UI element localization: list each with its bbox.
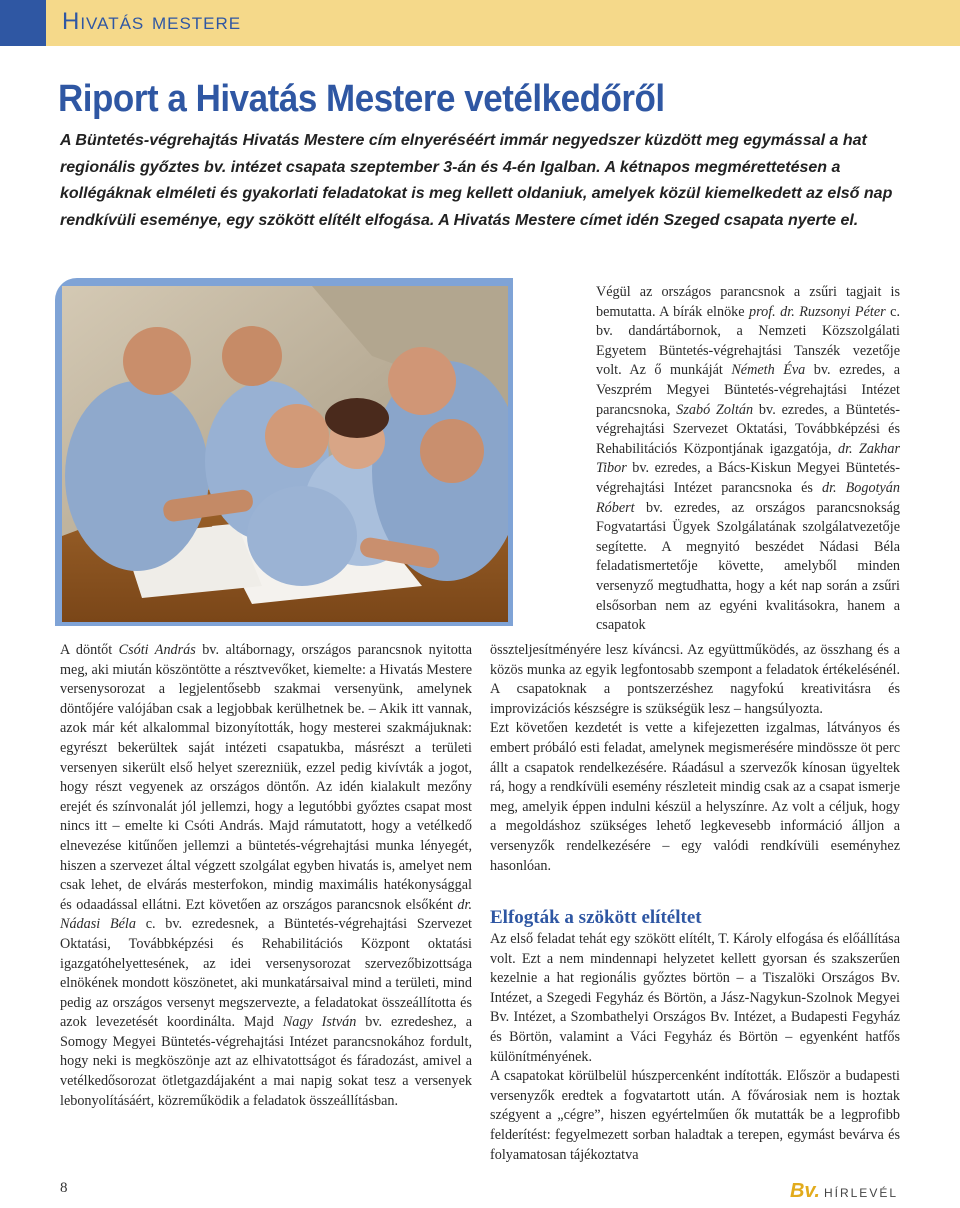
brand-name: HÍRLEVÉL [823,1186,898,1200]
right-column-top [596,283,900,636]
right-column-section [490,930,900,1165]
paragraph-jury: Végül az országos parancsnok a zsűri tagjait is bemutatta. A bírák elnöke prof. dr. Ruzsonyi Péter c. bv. dandártábornok, a Nemzeti Közszolgálati Egyetem Büntetés-végrehajtási Tanszék vezetője volt. Az ő munkáját Németh Éva bv. ezredes, a Veszprém Megyei Büntetés-végrehajtási Intézet parancsnoka, Szabó Zoltán bv. ezredes, a Büntetés-végrehajtási Szervezet Oktatási, Továbbképzési és Rehabilitációs Központjának igazgatója, dr. Zakhar Tibor bv. ezredes, a Bács-Kiskun Megyei Büntetés-végrehajtási Intézet parancsnoka és dr. Bogotyán Róbert bv. ezredes, az országos parancsnokság Fogvatartási Ügyek Szolgálatának szolgálatvezetője segítette. A megnyitó beszédet Nádasi Béla feladatismertetője követte, amelyből minden versenyző megtudhatta, hogy a két nap során a zsűri elsősorban nem az egyéni kvalitásokra, hanem a csapatok [596,284,901,634]
paragraph-teams-start: A csapatokat körülbelül húszpercenként indították. Először a budapesti versenyzők eredtek a fogvatartott után. A fővárosiak nem is hoztak szégyent a „cégre”, hiszen egyértelműen ők mutatták be a legprofibb felderítést: fegyelmezett sorban haladtak a terepen, egymást bevárva és folyamatosan tájékoztatva [490,1068,900,1163]
italic-name: Csóti András [118,642,196,658]
section-title: Hivatás mestere [62,8,242,35]
publication-brand [790,1180,898,1203]
section-subheading: Elfogták a szökött elítéltet [490,907,702,928]
italic-name: Szabó Zoltán [676,401,754,418]
brand-logo-mark: Bv. [789,1180,820,1202]
left-column [60,641,472,1111]
right-column-bottom [490,641,900,876]
italic-name: Németh Éva [731,362,806,379]
team-photo [62,286,508,622]
paragraph-evening-task: Ezt követően kezdetét is vette a kifejezetten izgalmas, látványos és embert próbáló esti feladat, amelynek megismerésére mindössze öt perc állt a csapatok rendelkezésére. Ráadásul a szervezők kínosan ügyeltek rá, hogy a rendkívüli esemény részleteit mindig csak az a csapat ismerje meg, amelyik éppen indulni készül a helyszínre. Az volt a céljuk, hogy a megoldáshoz szükséges lehető legkevesebb információ álljon a versenyzők rendelkezésére – egy valódi rendkívüli eseményhez hasonlóan. [490,720,900,874]
italic-name: prof. dr. Ruzsonyi Péter [749,303,886,320]
italic-name: dr. Nádasi Béla [60,896,472,933]
article-lead: A Büntetés-végrehajtás Hivatás Mestere cím elnyeréséért immár negyedszer küzdött meg egymással a hat regionális győztes bv. intézet csapata szeptember 3-án és 4-én Igalban. A kétnapos megmérettetésen a kollégáknak elméleti és gyakorlati feladatokat is meg kellett oldaniuk, amelyek közül kiemelkedett az első nap rendkívüli eseménye, egy szökött elítélt elfogása. A Hivatás Mestere címet idén Szeged csapata nyerte el. [60,132,893,229]
article-title: Riport a Hivatás Mestere vetélkedőről [58,78,665,120]
paragraph-team-work: összteljesítményére lesz kíváncsi. Az együttműködés, az összhang és a közös munka az egyik legfontosabb szempont a feladatok értékelésénél. A csapatoknak a pontszerzéshez nagyfokú kreativitásra és improvizációs készségre is szükségük lesz – hangsúlyozta. [490,642,900,717]
paragraph-opening: A döntőt Csóti András bv. altábornagy, országos parancsnok nyitotta meg, aki miután köszöntötte a résztvevőket, kiemelte: a Hivatás Mestere versenysorozat a legjelentősebb szakmai versenyünk, amelynek döntőjére valójában csak a legjobbak kerülhetnek be. – Akik itt vannak, azok már két alkalommal bizonyították, hogy mesterei szakmájuknak: egyrészt bekerültek saját intézeti csapatukba, másrészt a területi versenyen sikerült első helyet szerezniük, ezzel pedig kivívták a jogot, hogy részt vegyenek az országos döntőn. Az idén kialakult mezőny erejét és színvonalát jól jellemzi, hogy a legutóbbi győztes csapat most nincs itt – emelte ki Csóti András. Majd rámutatott, hogy a vetélkedő elnevezése kitűnően jellemzi a büntetés-végrehajtási munka lényegét, hiszen a szervezet által végzett szolgálat egyben hivatás is, amelyet nem csak lehet, de elvárás mesterfokon, mindig maximális hatékonysággal és odaadással ellátni. Ezt követően az országos parancsnok elsőként dr. Nádasi Béla c. bv. ezredesnek, a Büntetés-végrehajtási Szervezet Oktatási, Továbbképzési és Rehabilitációs Központ oktatási igazgatóhelyettesének, az idei versenysorozat szervezőbizottsága elnökének mondott köszönetet, aki munkatársaival mind a területi, mind pedig az országos versenyt megszervezte, a feladatokat összeállította és azok levezetését koordinálta. Majd Nagy István bv. ezredeshez, a Somogy Megyei Büntetés-végrehajtási Intézet parancsnokához fordult, hogy neki is megköszönje azt az elhivatottságot és fáradozást, amivel a vetélkedősorozat ötletgazdájaként a mai napig sokat tesz a versenyek lebonyolításáért, közreműködik a feladatok összeállításban. [60,642,472,1109]
italic-name: dr. Zakhar Tibor [596,440,901,477]
italic-name: dr. Bogotyán Róbert [596,479,900,516]
paragraph-first-task: Az első feladat tehát egy szökött elítélt, T. Károly elfogása és előállítása volt. Ezt a nem mindennapi helyzetet kellett gyorsan és szakszerűen kezelnie a hat regionális győztes börtön – a Tiszalöki Országos Bv. Intézet, a Szegedi Fegyház és Börtön, a Jász-Nagykun-Szolnok Megyei Bv. Intézet, a Szombathelyi Országos Bv. Intézet, a Budapesti Fegyház és Börtön, valamint a Váci Fegyház és Börtön – egyenként hatfős különítményének. [490,931,900,1065]
section-header-accent [0,0,46,46]
page-number: 8 [60,1180,68,1196]
italic-name: Nagy István [282,1014,357,1031]
